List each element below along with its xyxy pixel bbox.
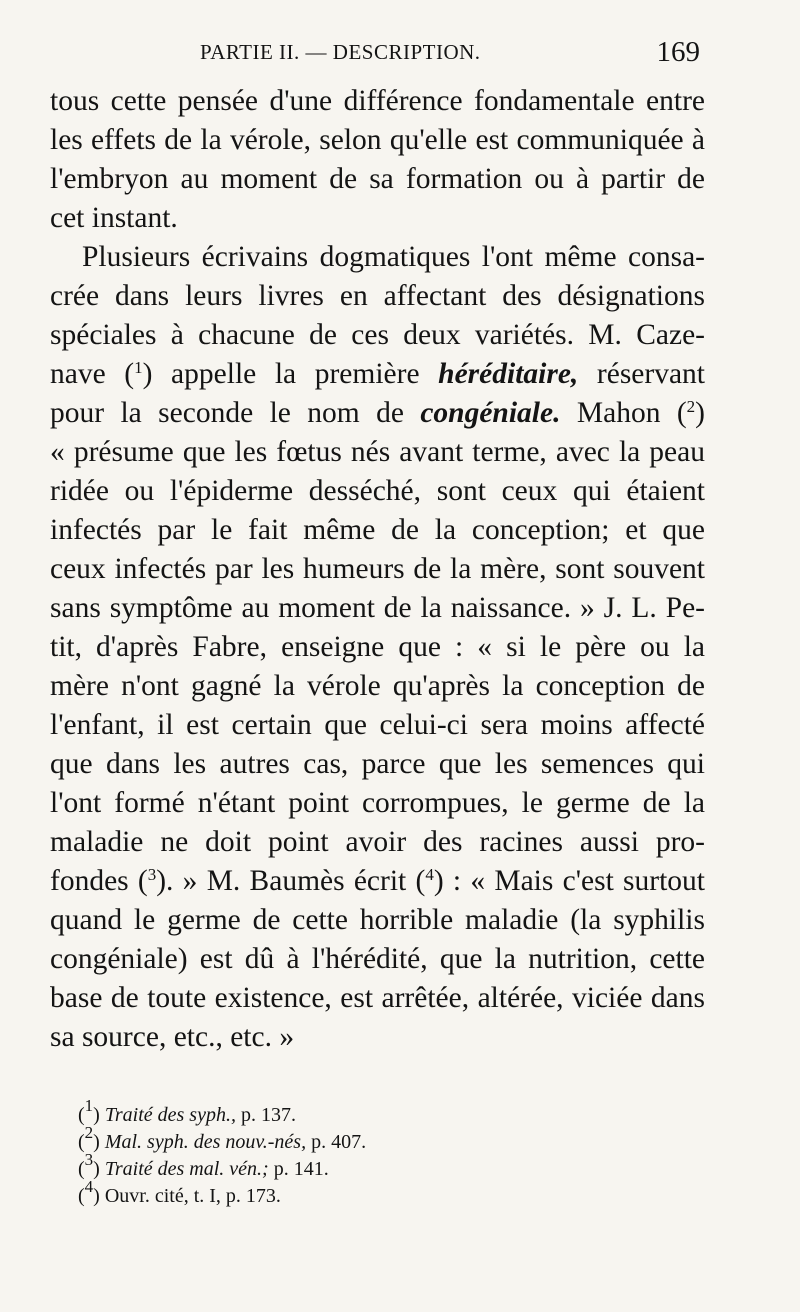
- running-head: PARTIE II. — DESCRIPTION.: [200, 40, 481, 64]
- text-line: maladie ne doit point avoir des racines aussi pro-: [50, 826, 705, 858]
- text-run: réservant: [578, 358, 706, 390]
- text-line: ceux infectés par les humeurs de la mère, sont souvent: [50, 553, 705, 585]
- text-line: l'enfant, il est certain que celui-ci sera moins affecté: [50, 709, 705, 741]
- footnote: ($^2$) Mal. syph. des nouv.-nés, p. 407.: [78, 1123, 367, 1153]
- footnote-text: p. 137.: [235, 1104, 296, 1126]
- text-line: quand le germe de cette horrible maladie (la syphilis: [50, 904, 705, 936]
- text-run: ) : « Mais c'est surtout: [433, 865, 705, 897]
- text-run: ): [695, 397, 705, 429]
- text-run: Mahon (: [560, 397, 687, 429]
- footnote-mark: 3: [84, 1150, 94, 1169]
- text-line: que dans les autres cas, parce que les semences qui: [50, 748, 705, 780]
- text-line: [50, 355, 705, 394]
- text-line: infectés par le fait même de la conception; et que: [50, 514, 705, 546]
- text-line: [50, 394, 705, 433]
- text-run: nave (: [50, 358, 135, 390]
- text-line: sans symptôme au moment de la naissance. » J. L. Pe-: [50, 592, 705, 624]
- text-line: cet instant.: [50, 202, 178, 234]
- text-run: fondes (: [50, 865, 148, 897]
- footnote-mark: 1: [84, 1096, 94, 1115]
- text-line: l'ont formé n'étant point corrompues, le germe de la: [50, 787, 705, 819]
- text-line: ridée ou l'épiderme desséché, sont ceux qui étaient: [50, 475, 705, 507]
- text-run: ). » M. Baumès écrit (: [156, 865, 426, 897]
- paragraph-start-line: Plusieurs écrivains dogmatiques l'ont même consa-: [82, 241, 705, 273]
- text-line: tous cette pensée d'une différence fondamentale entre: [50, 85, 705, 117]
- footnote-ref: 2: [686, 397, 696, 416]
- text-line: crée dans leurs livres en affectant des désignations: [50, 280, 705, 312]
- footnote-mark: 4: [84, 1177, 94, 1196]
- text-line: sa source, etc., etc. »: [50, 1021, 295, 1053]
- footnote-ref: 4: [425, 865, 434, 884]
- text-line: tit, d'après Fabre, enseigne que : « si le père ou la: [50, 631, 705, 663]
- footnote-text: p. 141.: [268, 1158, 329, 1180]
- footnote: ($^3$) Traité des mal. vén.; p. 141.: [78, 1150, 329, 1180]
- footnotes: [78, 1096, 618, 1210]
- page-header: [0, 36, 800, 76]
- footnote-ref: 1: [134, 358, 143, 377]
- text-run: pour la seconde le nom de: [50, 397, 421, 429]
- main-text: [50, 82, 705, 1057]
- text-line: « présume que les fœtus nés avant terme, avec la peau: [50, 436, 705, 468]
- text-line: l'embryon au moment de sa formation ou à partir de: [50, 163, 705, 195]
- text-line: spéciales à chacune de ces deux variétés. M. Caze-: [50, 319, 705, 351]
- footnote-mark: 2: [84, 1123, 94, 1142]
- footnote-text: p. 407.: [306, 1131, 367, 1153]
- page-number: 169: [656, 36, 700, 68]
- footnote-title: Mal. syph. des nouv.-nés,: [104, 1131, 307, 1153]
- text-line: les effets de la vérole, selon qu'elle est communiquée à: [50, 124, 705, 156]
- text-line: base de toute existence, est arrêtée, altérée, viciée dans: [50, 982, 705, 1014]
- footnote-title: Traité des syph.,: [104, 1104, 236, 1126]
- footnote: ($^4$) Ouvr. cité, t. I, p. 173.: [78, 1177, 281, 1207]
- footnote-ref: 3: [147, 865, 157, 884]
- text-run: ) appelle la première: [142, 358, 439, 390]
- footnote-text: Ouvr. cité, t. I, p. 173.: [99, 1185, 281, 1207]
- text-line: [50, 862, 705, 901]
- footnote: ($^1$) Traité des syph., p. 137.: [78, 1096, 296, 1126]
- italic-term: héréditaire,: [438, 358, 579, 390]
- footnote-title: Traité des mal. vén.;: [104, 1158, 269, 1180]
- italic-term: congéniale.: [420, 397, 561, 429]
- text-line: congéniale) est dû à l'hérédité, que la nutrition, cette: [50, 943, 705, 975]
- text-line: mère n'ont gagné la vérole qu'après la conception de: [50, 670, 705, 702]
